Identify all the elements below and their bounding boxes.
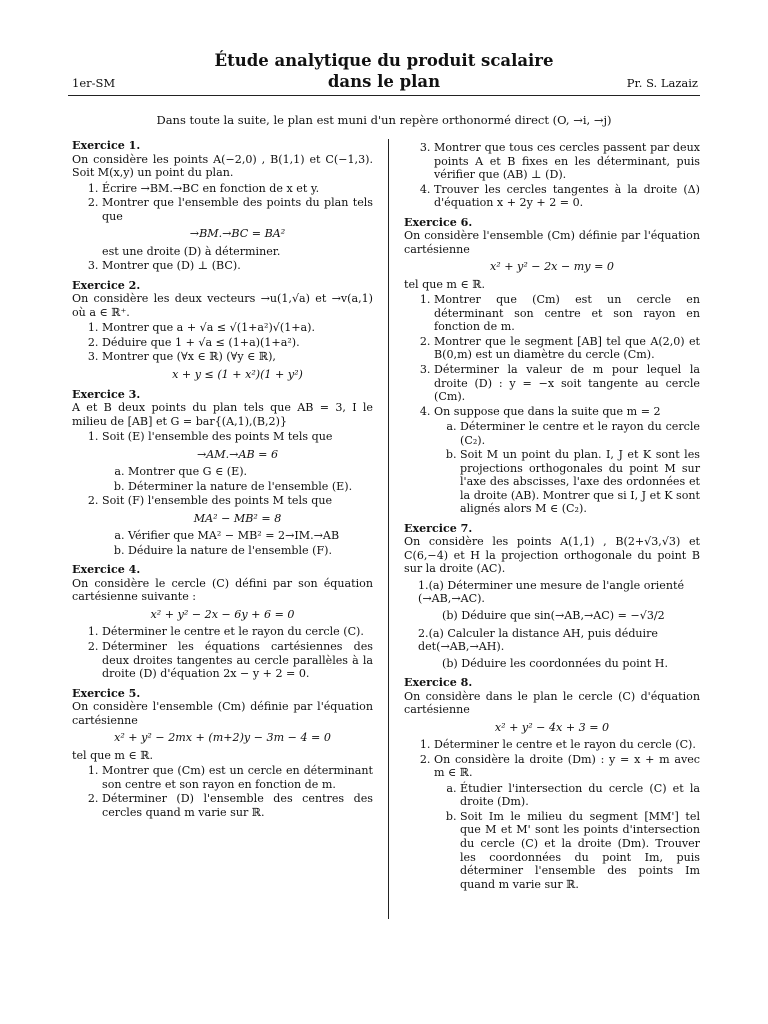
equation: x² + y² − 2mx + (m+2)y − 3m − 4 = 0 [114,731,331,745]
equation: x² + y² − 2x − 6y + 6 = 0 [150,607,295,621]
question: 3. Déterminer la valeur de m pour lequel la droite (D) : y = −x soit tangente au cercle (Cm). [434,363,700,404]
question: 1. Montrer que (Cm) est un cercle en déterminant son centre et son rayon en fonction de m. [102,764,373,791]
question-text: On considère la droite (Dm) : y = x + m avec m ∈ ℝ. [434,752,700,780]
exercise-statement: On considère le cercle (C) défini par son équation cartésienne suivante : [72,576,373,604]
exercise-5 [72,687,373,820]
question: 2. Déduire que 1 + √a ≤ (1+a)(1+a²). [102,336,373,350]
exercise-heading: Exercice 6. [404,215,473,229]
page-title-line1: Étude analytique du produit scalaire [214,51,554,70]
question-text: Déterminer une mesure de l'angle orienté (→AB,→AC). [418,578,685,606]
question [434,753,700,891]
right-column [404,139,700,892]
exercise-heading: Exercice 5. [72,686,141,700]
exercise-heading: Exercice 1. [72,139,141,152]
question: 1. Écrire →BM.→BC en fonction de x et y. [102,182,373,196]
question-text: Soit (E) l'ensemble des points M tels que [102,430,333,444]
question [434,405,700,516]
exercise-statement: On considère l'ensemble (Cm) définie par l'équation cartésienne [72,700,373,727]
question [102,494,373,557]
question: 1. Montrer que (Cm) est un cercle en déterminant son centre et son rayon en fonction de m. [434,293,700,334]
exercise-4 [72,563,373,680]
question-text: est une droite (D) à déterminer. [102,244,281,258]
question: 3. Montrer que tous ces cercles passent par deux points A et B fixes en les déterminant, puis vérifier que (AB) ⊥ (D). [434,141,700,182]
equation: →AM.→AB = 6 [196,447,279,461]
author-label: Pr. S. Lazaiz [626,76,698,90]
exercise-5-continued [404,141,700,210]
page-title-line2: dans le plan [327,72,441,91]
exercise-8 [404,676,700,891]
subquestion: b. Soit Im le milieu du segment [MM'] tel que M et M' sont les points d'intersection du cercle (C) et la droite (Dm). Trouver les coordonnées du point Im, puis déterminer l'ensemble des points Im quand m varie sur ℝ. [460,810,700,891]
question-group-1 [404,579,700,623]
equation: →BM.→BC = BA² [189,227,286,241]
question: 2. Montrer que le segment [AB] tel que A(2,0) et B(0,m) est un diamètre du cercle (Cm). [434,335,700,362]
question-text: Calculer la distance AH, puis déduire det(→AB,→AH). [418,626,658,654]
question [102,350,373,381]
equation: x² + y² − 2x − my = 0 [490,260,614,274]
left-column [72,139,373,820]
question-text: Montrer que (∀x ∈ ℝ) (∀y ∈ ℝ), [102,350,276,364]
exercise-statement: On considère dans le plan le cercle (C) d'équation cartésienne [404,689,700,717]
column-divider [388,139,389,919]
exercise-heading: Exercice 4. [72,563,141,577]
exercise-1 [72,139,373,273]
subquestion: a. Déterminer le centre et le rayon du cercle (C₂). [460,420,700,447]
subquestion: b. Déterminer la nature de l'ensemble (E). [128,480,373,494]
subquestion: (b) Déduire que sin(→AB,→AC) = −√3/2 [442,609,665,622]
equation: MA² − MB² = 8 [193,511,282,525]
equation: x + y ≤ (1 + x²)(1 + y²) [172,367,303,381]
exercise-heading: Exercice 8. [404,676,473,690]
question [418,627,700,654]
question: 1. Montrer que a + √a ≤ √(1+a²)√(1+a). [102,321,373,335]
class-label: 1er-SM [72,76,116,90]
exercise-7 [404,522,700,670]
question: 2. Déterminer les équations cartésiennes des deux droites tangentes au cercle parallèles à la droite (D) d'équation 2x − y + 2 = 0. [102,640,373,681]
question-group-2 [404,627,700,671]
exercise-6 [404,216,700,516]
subquestion: b. Déduire la nature de l'ensemble (F). [128,544,373,558]
exercise-heading: Exercice 2. [72,278,141,292]
exercise-statement: On considère l'ensemble (Cm) définie par l'équation cartésienne [404,229,700,256]
intro-text: Dans toute la suite, le plan est muni d'un repère orthonormé direct (O, →i, →j) [156,113,612,127]
exercise-statement: On considère les deux vecteurs →u(1,√a) et →v(a,1) où a ∈ ℝ⁺. [72,292,373,319]
question-text: Déduire les coordonnées du point H. [461,656,669,670]
subquestion: (b) Déduire les coordonnées du point H. [442,656,669,670]
question-text: Soit (F) l'ensemble des points M tels que [102,494,333,508]
question: 3. Montrer que (D) ⊥ (BC). [102,259,373,273]
question [102,430,373,493]
question [102,196,373,258]
exercise-statement: On considère les points A(−2,0) , B(1,1) et C(−1,3). Soit M(x,y) un point du plan. [72,152,373,180]
subquestion: b. Soit M un point du plan. I, J et K sont les projections orthogonales du point M sur l'axe des abscisses, l'axe des ordonnées et la droite (AB). Montrer que si I, J et K sont alignés alors M ∈ (C₂). [460,448,700,516]
question: 1. Déterminer le centre et le rayon du cercle (C). [434,738,700,752]
exercise-heading: Exercice 3. [72,387,141,401]
condition: tel que m ∈ ℝ. [404,277,485,291]
question: 2. Déterminer (D) l'ensemble des centres des cercles quand m varie sur ℝ. [102,792,373,819]
exercise-3 [72,388,373,558]
question: 4. Trouver les cercles tangentes à la droite (Δ) d'équation x + 2y + 2 = 0. [434,183,700,210]
header-rule [68,95,700,96]
question: 1. Déterminer le centre et le rayon du cercle (C). [102,625,373,639]
question-text: On suppose que dans la suite que m = 2 [434,404,661,418]
exercise-statement: On considère les points A(1,1) , B(2+√3,√3) et C(6,−4) et H la projection orthogonale du point B sur la droite (AC). [404,535,700,576]
exercise-statement: A et B deux points du plan tels que AB = 3, I le milieu de [AB] et G = bar{(A,1),(B,2)} [72,401,373,428]
subquestion: a. Étudier l'intersection du cercle (C) et la droite (Dm). [460,782,700,809]
condition: tel que m ∈ ℝ. [72,748,153,762]
subquestion: a. Montrer que G ∈ (E). [128,465,373,479]
question [418,579,700,606]
exercise-heading: Exercice 7. [404,521,473,535]
subquestion: a. Vérifier que MA² − MB² = 2→IM.→AB [128,529,373,543]
equation: x² + y² − 4x + 3 = 0 [494,720,610,734]
question-text: Montrer que l'ensemble des points du plan tels que [102,196,373,223]
question-text: Déduire que sin(→AB,→AC) = −√3/2 [461,609,665,622]
exercise-2 [72,279,373,382]
question-number: 2.(a) [418,626,444,640]
question-number: 1.(a) [418,578,444,592]
